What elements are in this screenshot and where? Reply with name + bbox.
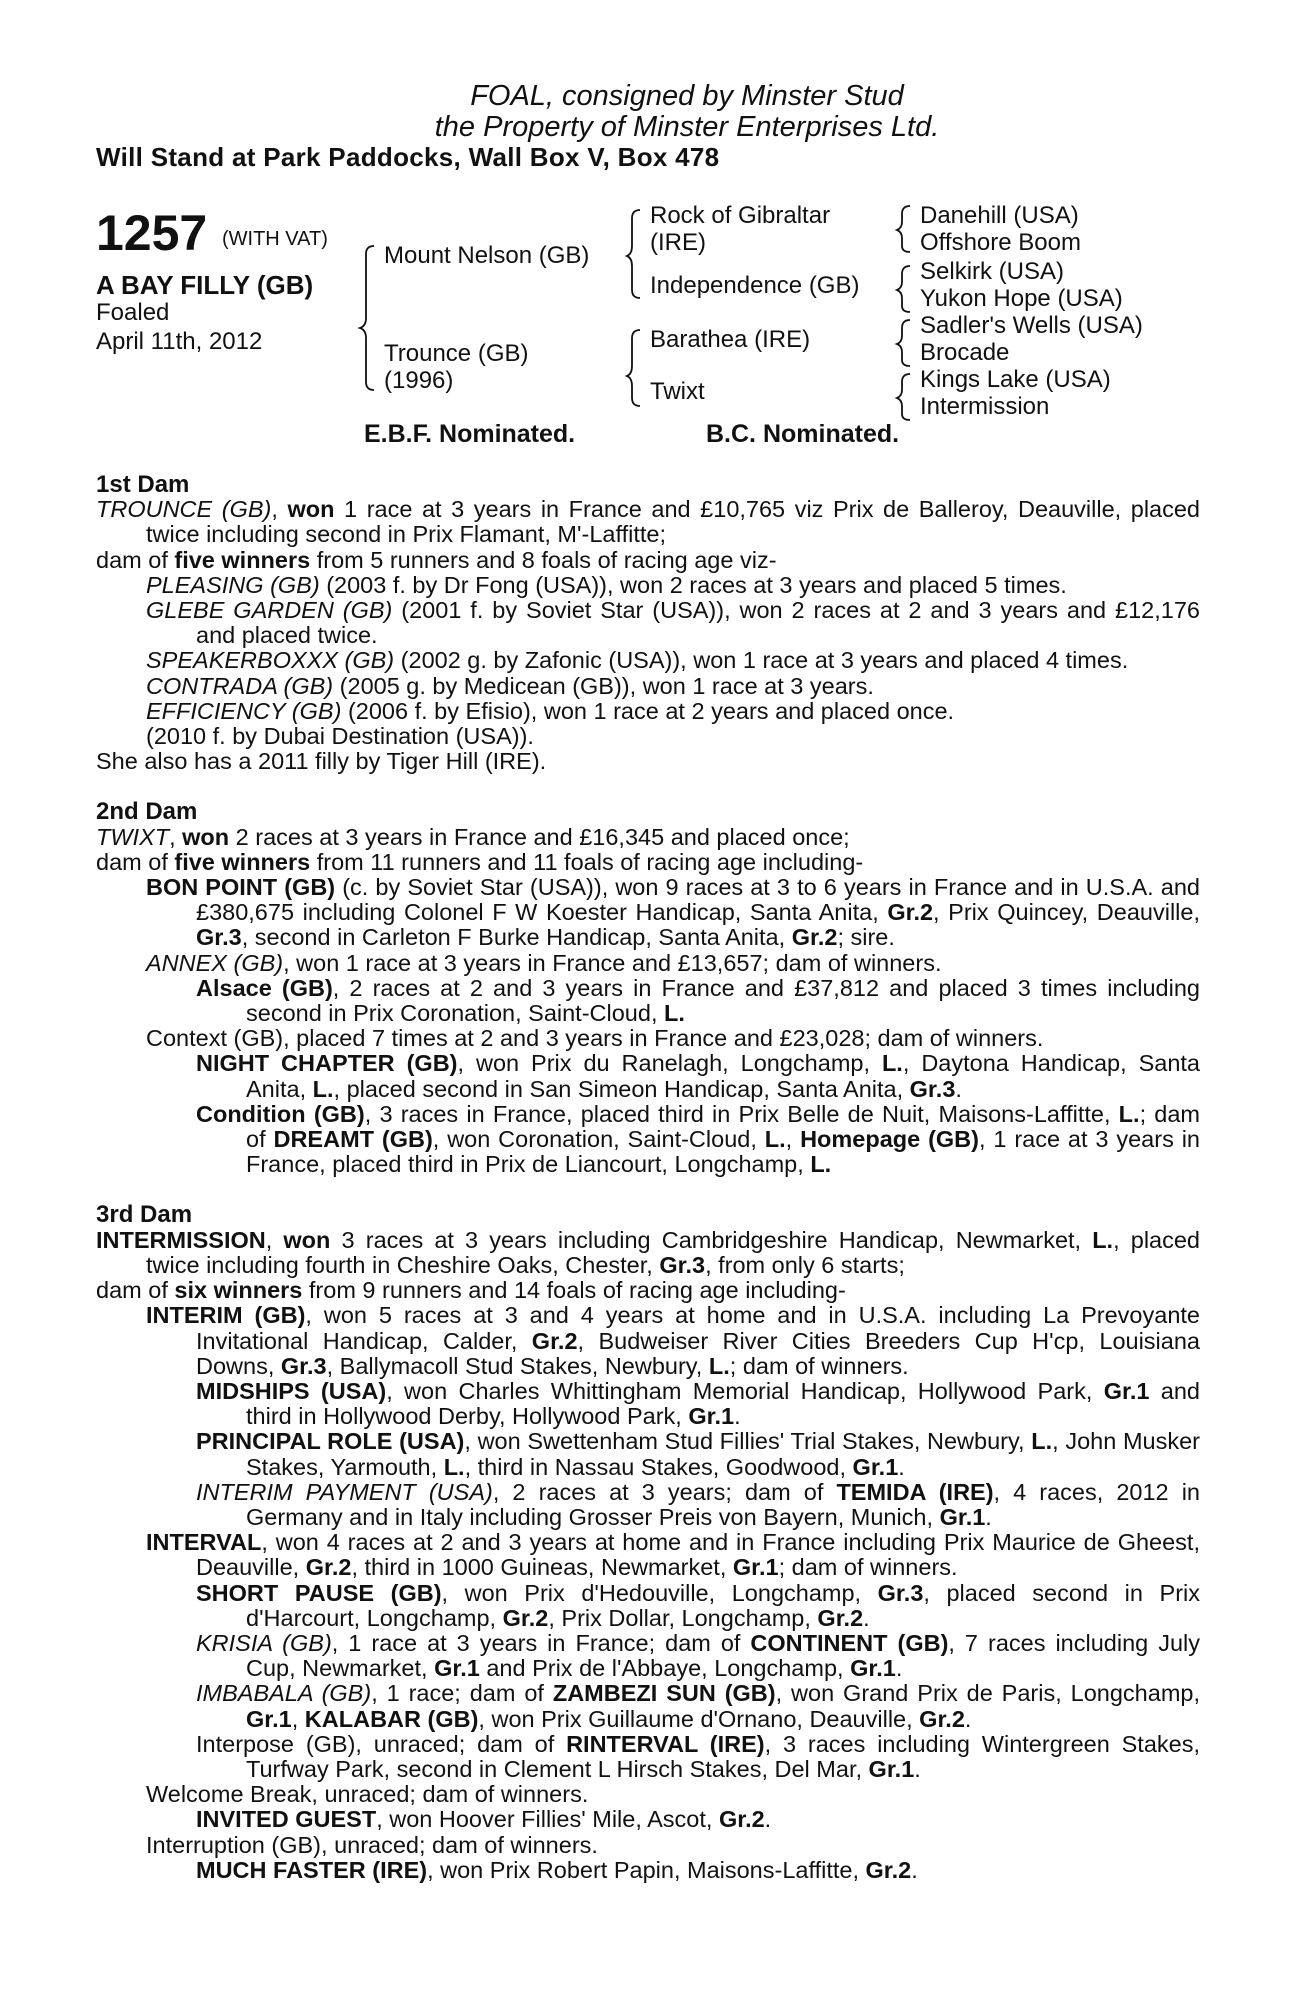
produce-name: MUCH FASTER (IRE) <box>196 1856 428 1883</box>
grade: Gr.2 <box>531 1327 578 1354</box>
text: , 1 race at 3 years in France, placed third in Prix de Liancourt, Longchamp, <box>246 1126 1200 1178</box>
horse-name: A BAY FILLY (GB) <box>96 270 314 300</box>
text: and third in Hollywood Derby, Hollywood Park, <box>246 1377 1200 1430</box>
text: , <box>291 1705 305 1732</box>
winners-count: six winners <box>174 1277 303 1304</box>
consignor-line: FOAL, consigned by Minster Stud <box>470 80 904 112</box>
foaled-label: Foaled <box>96 299 170 326</box>
grade: L. <box>881 1050 903 1077</box>
produce-name: ANNEX (GB) <box>146 949 284 976</box>
produce-item <box>96 1051 1200 1101</box>
grade: Gr.3 <box>196 924 242 951</box>
text: , <box>785 1126 801 1153</box>
spacer <box>96 774 1200 799</box>
produce-item <box>96 1807 1200 1832</box>
grade: Gr.3 <box>909 1075 956 1102</box>
produce-name: CONTINENT (GB) <box>750 1629 949 1656</box>
text: , second in Carleton F Burke Handicap, Santa Anita, <box>241 924 792 951</box>
first-dam-heading: 1st Dam <box>96 471 190 498</box>
bc-nominated: B.C. Nominated. <box>706 420 900 448</box>
text: , 7 races including July Cup, Newmarket, <box>246 1629 1200 1682</box>
produce-item <box>96 976 1200 1026</box>
text: , 1 race at 3 years in France; dam of <box>331 1629 751 1656</box>
produce-name: KRISIA (GB) <box>196 1629 332 1656</box>
text: and Prix de l'Abbaye, Longchamp, <box>479 1655 851 1682</box>
produce-item <box>96 1581 1200 1631</box>
dam-dam: Twixt <box>650 378 705 405</box>
foaled-date: April 11th, 2012 <box>96 328 263 355</box>
text: dam of <box>96 546 175 573</box>
produce-item <box>96 598 1200 648</box>
text: ; dam of winners. <box>729 1352 909 1379</box>
text: , 3 races in France, placed third in Prix Belle de Nuit, Maisons-Laffitte, <box>364 1100 1119 1127</box>
text: ; dam of <box>246 1100 1200 1153</box>
grand-8: Intermission <box>920 393 1050 420</box>
vat-note: (WITH VAT) <box>222 228 328 250</box>
dam: Trounce (GB) <box>384 340 529 367</box>
produce-name: INVITED GUEST <box>196 1806 377 1833</box>
text: . <box>955 1075 962 1102</box>
text: . <box>964 1705 972 1732</box>
produce-item <box>96 1631 1200 1681</box>
grade: Gr.1 <box>850 1655 896 1682</box>
text: from 9 runners and 14 foals of racing age including- <box>302 1277 846 1304</box>
grand-6: Brocade <box>920 339 1010 366</box>
won-label: won <box>287 496 335 523</box>
text: (2001 f. by Soviet Star (USA)), won 2 races at 2 and 3 years and £12,176 and placed twice. <box>196 597 1200 649</box>
grade: Gr.2 <box>718 1806 765 1833</box>
grade: Gr.2 <box>817 1604 864 1631</box>
ebf-nominated: E.B.F. Nominated. <box>364 420 576 448</box>
text: , 4 races, 2012 in Germany and in Italy including Grosser Preis von Bayern, Munich, <box>246 1478 1200 1530</box>
grand-3: Selkirk (USA) <box>920 258 1065 285</box>
produce-name: SPEAKERBOXXX (GB) <box>146 647 395 674</box>
text: , <box>265 1226 284 1253</box>
grade: Gr.2 <box>865 1856 912 1883</box>
text: , won Coronation, Saint-Cloud, <box>432 1126 765 1153</box>
produce-item <box>96 875 1200 951</box>
grade: L. <box>1118 1100 1140 1127</box>
grand-1: Danehill (USA) <box>920 202 1079 229</box>
grade: Gr.1 <box>1103 1377 1150 1404</box>
text: . <box>985 1503 992 1530</box>
text: , 1 race; dam of <box>371 1680 553 1707</box>
produce-item: Welcome Break, unraced; dam of winners. <box>146 1781 589 1808</box>
text: . <box>911 1856 918 1883</box>
produce-name: RINTERVAL (IRE) <box>566 1730 765 1757</box>
produce-item <box>96 1480 1200 1530</box>
winners-count: five winners <box>174 546 311 573</box>
sire-sire: Rock of Gibraltar <box>650 202 831 229</box>
grade: Gr.3 <box>877 1579 924 1606</box>
produce-name: BON POINT (GB) <box>146 874 336 901</box>
produce-name: Condition (GB) <box>196 1100 365 1127</box>
grade: L. <box>664 1000 685 1027</box>
text: , won 1 race at 3 years in France and £13,657; dam of winners. <box>283 949 942 976</box>
produce-item <box>96 1102 1200 1178</box>
produce-item <box>96 1732 1200 1782</box>
text: . <box>764 1806 772 1833</box>
produce-name: EFFICIENCY (GB) <box>146 697 342 724</box>
text: , won Hoover Fillies' Mile, Ascot, <box>376 1806 719 1833</box>
grade: Gr.1 <box>732 1554 779 1581</box>
grade: L. <box>1031 1428 1053 1455</box>
produce-name: PRINCIPAL ROLE (USA) <box>196 1428 465 1455</box>
text: (2006 f. by Efisio), won 1 race at 2 years and placed once. <box>341 697 955 724</box>
grade: L. <box>312 1075 334 1102</box>
text: , <box>169 823 183 850</box>
text: , placed second in Prix d'Harcourt, Longchamp, <box>246 1579 1200 1631</box>
lot-number: 1257 <box>96 205 208 261</box>
produce-item <box>96 1303 1200 1379</box>
text: , Ballymacoll Stud Stakes, Newbury, <box>326 1352 709 1379</box>
grade: Gr.3 <box>280 1352 327 1379</box>
text: . <box>863 1604 870 1631</box>
text: , 3 races including Wintergreen Stakes, Turfway Park, second in Clement L Hirsch Stakes, Del Mar, <box>246 1730 1201 1782</box>
produce-name: INTERIM PAYMENT (USA) <box>196 1478 493 1505</box>
produce-item <box>96 1858 1200 1883</box>
grade: L. <box>708 1352 730 1379</box>
first-dam-note: She also has a 2011 filly by Tiger Hill (IRE). <box>96 748 547 775</box>
text: from 5 runners and 8 foals of racing age viz- <box>310 546 777 573</box>
dam-name: TROUNCE (GB) <box>96 496 272 523</box>
produce-name: IMBABALA (GB) <box>196 1680 372 1707</box>
produce-item: Interruption (GB), unraced; dam of winners. <box>146 1831 598 1858</box>
grade: Gr.2 <box>919 1705 965 1732</box>
grade: Gr.3 <box>659 1251 706 1278</box>
text: , third in 1000 Guineas, Newmarket, <box>351 1554 733 1581</box>
text: 1 race at 3 years in France and £10,765 viz Prix de Balleroy, Deauville, placed twice including second in Prix Flamant, M'-Laffitte; <box>146 496 1201 548</box>
grade: Gr.1 <box>688 1403 735 1430</box>
text: , <box>271 496 288 523</box>
text: , won Prix Robert Papin, Maisons-Laffitte, <box>427 1856 866 1883</box>
sire-sire-country: (IRE) <box>650 229 706 256</box>
produce-item <box>96 1530 1200 1580</box>
grade: L. <box>764 1126 786 1153</box>
text: , won Charles Whittingham Memorial Handicap, Hollywood Park, <box>386 1377 1104 1404</box>
grade: Gr.1 <box>246 1705 292 1732</box>
won-label: won <box>182 823 230 850</box>
text: . <box>914 1755 921 1782</box>
second-dam-record <box>96 825 1200 850</box>
dam-year: (1996) <box>384 367 454 394</box>
stand-location: Will Stand at Park Paddocks, Wall Box V, Box 478 <box>96 142 720 172</box>
text: from 11 runners and 11 foals of racing age including- <box>310 848 864 875</box>
grade: L. <box>1092 1226 1114 1253</box>
produce-item: Context (GB), placed 7 times at 2 and 3 years in France and £23,028; dam of winners. <box>146 1025 1044 1052</box>
text: (c. by Soviet Star (USA)), won 9 races at 3 to 6 years in France and in U.S.A. and £380,675 including Colonel F W Koester Handicap, Santa Anita, <box>196 874 1200 926</box>
text: , 2 races at 2 and 3 years in France and £37,812 and placed 3 times including second in Prix Coronation, Saint-Cloud, <box>246 974 1200 1027</box>
text: (2005 g. by Medicean (GB)), won 1 race at 3 years. <box>333 672 874 699</box>
catalogue-body <box>96 472 1200 1883</box>
produce-name: PLEASING (GB) <box>146 571 320 598</box>
text: , won 4 races at 2 and 3 years at home and in France including Prix Maurice de Gheest, Deauville, <box>196 1529 1200 1581</box>
produce-item: (2010 f. by Dubai Destination (USA)). <box>146 723 534 750</box>
text: , won Prix d'Hedouville, Longchamp, <box>441 1579 878 1606</box>
dam-sire: Barathea (IRE) <box>650 326 811 353</box>
text: dam of <box>96 848 175 875</box>
text: , Prix Dollar, Longchamp, <box>548 1604 818 1631</box>
text: , Prix Quincey, Deauville, <box>933 899 1200 926</box>
produce-name: ZAMBEZI SUN (GB) <box>552 1680 776 1707</box>
text: , John Musker Stakes, Yarmouth, <box>246 1428 1200 1480</box>
text: , third in Nassau Stakes, Goodwood, <box>464 1453 853 1480</box>
text: . <box>895 1655 903 1682</box>
text: , Budweiser River Cities Breeders Cup H'cp, Louisiana Downs, <box>196 1327 1200 1379</box>
grade: Gr.1 <box>434 1655 480 1682</box>
grand-7: Kings Lake (USA) <box>920 366 1111 393</box>
grade: L. <box>810 1151 832 1178</box>
produce-item <box>96 674 1200 699</box>
text: (2002 g. by Zafonic (USA)), won 1 race at 3 years and placed 4 times. <box>394 647 1129 674</box>
produce-name: MIDSHIPS (USA) <box>196 1377 387 1404</box>
winners-count: five winners <box>174 848 311 875</box>
text: , from only 6 starts; <box>705 1251 905 1278</box>
grade: Gr.1 <box>868 1755 915 1782</box>
text: Interpose (GB), unraced; dam of <box>196 1730 567 1757</box>
produce-name: GLEBE GARDEN (GB) <box>146 597 393 624</box>
text: , won Grand Prix de Paris, Longchamp, <box>775 1680 1200 1707</box>
produce-item <box>96 648 1200 673</box>
grade: Gr.2 <box>305 1554 352 1581</box>
text: (2003 f. by Dr Fong (USA)), won 2 races at 3 years and placed 5 times. <box>319 571 1067 598</box>
produce-name: INTERIM (GB) <box>146 1302 306 1329</box>
text: ; dam of winners. <box>778 1554 958 1581</box>
grade: Gr.2 <box>791 924 838 951</box>
third-dam-heading: 3rd Dam <box>96 1201 193 1229</box>
produce-item <box>96 951 1200 976</box>
third-dam-produce-summary <box>96 1278 1200 1303</box>
text: . <box>734 1403 741 1430</box>
text: 3 races at 3 years including Cambridgeshire Handicap, Newmarket, <box>330 1226 1093 1253</box>
spacer <box>96 1177 1200 1202</box>
produce-item <box>96 699 1200 724</box>
text: , won 5 races at 3 and 4 years at home and in U.S.A. including La Prevoyante Invitational Handicap, Calder, <box>196 1302 1200 1354</box>
first-dam-produce-summary <box>96 548 1200 573</box>
produce-name: KALABAR (GB) <box>304 1705 479 1732</box>
grade: Gr.1 <box>939 1503 986 1530</box>
produce-name: TEMIDA (IRE) <box>836 1478 994 1505</box>
text: . <box>898 1453 905 1480</box>
text: , won Swettenham Stud Fillies' Trial Stakes, Newbury, <box>464 1428 1032 1455</box>
grand-2: Offshore Boom <box>920 229 1081 256</box>
text: , 2 races at 3 years; dam of <box>492 1478 837 1505</box>
grade: Gr.1 <box>852 1453 899 1480</box>
grand-5: Sadler's Wells (USA) <box>920 312 1143 339</box>
grade: Gr.2 <box>502 1604 549 1631</box>
produce-name: Homepage (GB) <box>800 1126 979 1153</box>
second-dam-heading: 2nd Dam <box>96 798 198 826</box>
produce-name: INTERVAL <box>146 1529 262 1556</box>
grand-4: Yukon Hope (USA) <box>920 285 1123 312</box>
text: 2 races at 3 years in France and £16,345 and placed once; <box>229 823 850 850</box>
produce-item <box>96 1681 1200 1731</box>
produce-name: Alsace (GB) <box>196 974 333 1001</box>
dam-name: TWIXT <box>96 823 170 850</box>
produce-name: NIGHT CHAPTER (GB) <box>196 1050 458 1077</box>
dam-name: INTERMISSION <box>96 1226 266 1253</box>
produce-name: SHORT PAUSE (GB) <box>196 1579 442 1606</box>
produce-item <box>96 1429 1200 1479</box>
first-dam-record <box>96 497 1200 547</box>
won-label: won <box>283 1226 331 1253</box>
text: , placed twice including fourth in Cheshire Oaks, Chester, <box>146 1226 1201 1278</box>
produce-item <box>96 573 1200 598</box>
grade: L. <box>443 1453 465 1480</box>
second-dam-produce-summary <box>96 850 1200 875</box>
text: , placed second in San Simeon Handicap, Santa Anita, <box>333 1075 910 1102</box>
third-dam-record <box>96 1228 1200 1278</box>
sire: Mount Nelson (GB) <box>384 242 590 269</box>
text: , won Prix du Ranelagh, Longchamp, <box>457 1050 882 1077</box>
produce-name: CONTRADA (GB) <box>146 672 334 699</box>
produce-name: DREAMT (GB) <box>273 1126 433 1153</box>
property-line: the Property of Minster Enterprises Ltd. <box>434 111 940 143</box>
text: dam of <box>96 1277 175 1304</box>
text: , won Prix Guillaume d'Ornano, Deauville, <box>478 1705 920 1732</box>
grade: Gr.2 <box>887 899 934 926</box>
sire-dam: Independence (GB) <box>650 272 860 299</box>
text: ; sire. <box>837 924 895 951</box>
text: , Daytona Handicap, Santa Anita, <box>246 1050 1200 1102</box>
produce-item <box>96 1379 1200 1429</box>
